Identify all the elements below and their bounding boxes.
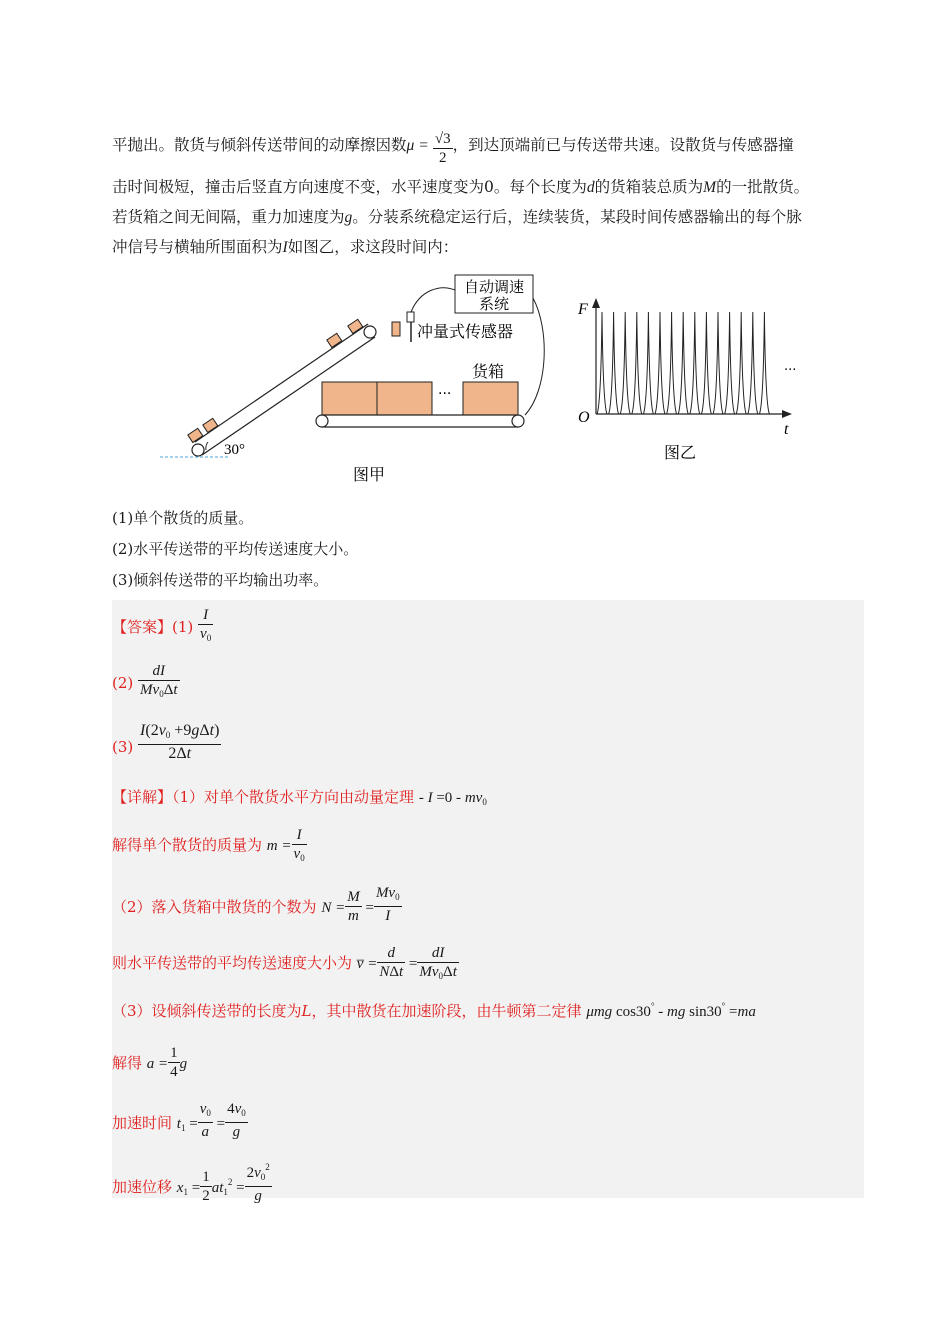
question-1: (1)单个散货的质量。 [112,509,254,527]
detail-1-formula: - $I =0 - mv_0$ [418,790,487,807]
detail-8: 加速位移 $x_1$ = $\frac{1}{2}$ $at_1^2$ = $\frac{2v_0^2}{g}$ [112,1158,272,1205]
L-symbol: L [301,1002,312,1020]
detail-2-fraction: $\frac{I}{v_0}$ [293,827,305,863]
text: 。每个长度为 [493,178,587,196]
box-label: 货箱 [472,362,505,381]
answer-1-formula: $\frac{I}{v_0}$ [200,607,212,643]
mu-fraction [433,130,453,167]
axis-t: t [784,421,789,438]
detail-2-formula: m = [266,838,292,854]
answer-3-prefix: (3) [112,738,134,756]
detail-7: 加速时间 $t_1$ = $\frac{v_0}{a}$ = $\frac{4v_0}{g}$ [112,1101,246,1140]
mu-symbol: μ [406,137,415,154]
boxes-ellipsis: ··· [438,386,452,402]
question-line-1: 平抛出。散货与倾斜传送带间的动摩擦因数μ = $\frac{√3}{2}$ ，到达顶端前已与传送带共速。设散货与传感器撞 [112,131,794,166]
text: 冲信号与横轴所围面积为 [112,238,283,256]
origin-label: O [578,409,590,426]
mu-num: √3 [434,131,451,147]
question-line-4 [112,236,458,259]
answer-label: 【答案】 [112,618,173,636]
detail-7-fraction-a: $\frac{v_0}{a}$ [199,1101,211,1140]
question-line-3 [112,206,802,229]
speed-box-line1: 自动调速 [463,278,525,296]
text: 平抛出。散货与倾斜传送带间的动摩擦因数 [112,136,407,154]
sensor-label: 冲量式传感器 [417,322,514,341]
caption-a: 图甲 [353,465,386,484]
text: 的货箱装总质为 [594,178,704,196]
text: 的一批散货。 [716,178,810,196]
detail-7-fraction-b: $\frac{4v_0}{g}$ [227,1101,246,1140]
pulse-path [597,312,769,414]
question-line-2 [112,176,809,199]
I-symbol: I [282,239,288,256]
text: 击时间极短，撞击后竖直方向速度不变，水平速度变为 [112,178,485,196]
detail-8-fraction-b: $\frac{2v_0^2}{g}$ [245,1158,272,1205]
d-symbol: d [586,179,595,196]
impulse-graph [577,298,796,462]
detail-4-text: 则水平传送带的平均传送速度大小为 [112,954,353,972]
question-2: (2)水平传送带的平均传送速度大小。 [112,540,359,558]
detail-3-text: （2）落入货箱中散货的个数为 [112,898,317,916]
graph-ellipsis: ··· [784,363,797,378]
answer-3 [112,722,221,763]
answer-1-prefix: (1) [172,618,194,636]
detail-5 [112,1000,756,1021]
detail-4-fraction-b: $\frac{dI}{Mv_0\Delta t}$ [419,945,457,981]
question-3: (3)倾斜传送带的平均输出功率。 [112,571,329,589]
detail-6-fraction: $\frac{1}{4}$ [170,1045,178,1080]
text: 若货箱之间无间隔，重力加速度为 [112,208,345,226]
detail-1 [112,786,487,807]
detail-1-text: （1）对单个散货水平方向由动量定理 [172,788,415,806]
detail-label: 【详解】 [112,788,173,806]
detail-3-fraction-a: $\frac{M}{m}$ [347,889,360,924]
answer-2-prefix: (2) [112,674,134,692]
answer-1 [112,606,213,647]
detail-4-formula: v̅ = [356,956,378,972]
axis-F: F [578,301,588,318]
detail-2-text: 解得单个散货的质量为 [112,836,263,854]
detail-3: （2）落入货箱中散货的个数为 N = $\frac{M}{m}$ = $\frac{Mv_0}{I}$ [112,885,400,924]
horizontal-conveyor [316,362,524,427]
detail-5-text: （3）设倾斜传送带的长度为 [112,1002,302,1020]
figure [150,270,830,495]
M-symbol: M [703,179,717,196]
detail-3-formula: N = [321,900,346,916]
pulse-series [597,312,769,414]
detail-5-text-b: ，其中散货在加速阶段，由牛顿第二定律 [311,1002,582,1020]
g-symbol: g [344,209,353,226]
detail-4: 则水平传送带的平均传送速度大小为 v̅ = $\frac{d}{\text{NΔt}}$ = $\frac{dI}{Mv_0\Delta t}$ [112,944,459,985]
detail-7-text: 加速时间 [112,1114,173,1132]
answer-2 [112,662,180,703]
detail-8-fraction-a: $\frac{1}{2}$ [202,1169,210,1204]
mu-den: 2 [439,150,447,166]
text: 如图乙，求这段时间内： [287,238,459,256]
answer-3-formula: $\frac{I(2v_0 +9g\Delta t)}{2\Delta t}$ [140,722,220,762]
detail-2 [112,826,307,867]
text: 。分装系统稳定运行后，连续装货，某段时间传感器输出的每个脉 [352,208,802,226]
zero: 0 [484,178,494,196]
answer-2-formula: $\frac{dI}{Mv_0\Delta t}$ [140,663,178,699]
angle-label: 30° [224,442,245,458]
speed-box-line2: 系统 [478,295,510,313]
detail-5-formula: μmg cos30° - mg sin30° =ma [586,1001,756,1020]
detail-6: 解得 a = $\frac{1}{4}$ g [112,1045,188,1080]
detail-6-text: 解得 [112,1054,143,1072]
caption-b: 图乙 [664,443,697,462]
text: ，到达顶端前已与传送带共速。设散货与传感器撞 [452,136,794,154]
detail-4-fraction-a: $\frac{d}{\text{NΔt}}$ [379,945,404,980]
detail-8-text: 加速位移 [112,1178,173,1196]
detail-3-fraction-b: $\frac{Mv_0}{I}$ [375,885,400,924]
